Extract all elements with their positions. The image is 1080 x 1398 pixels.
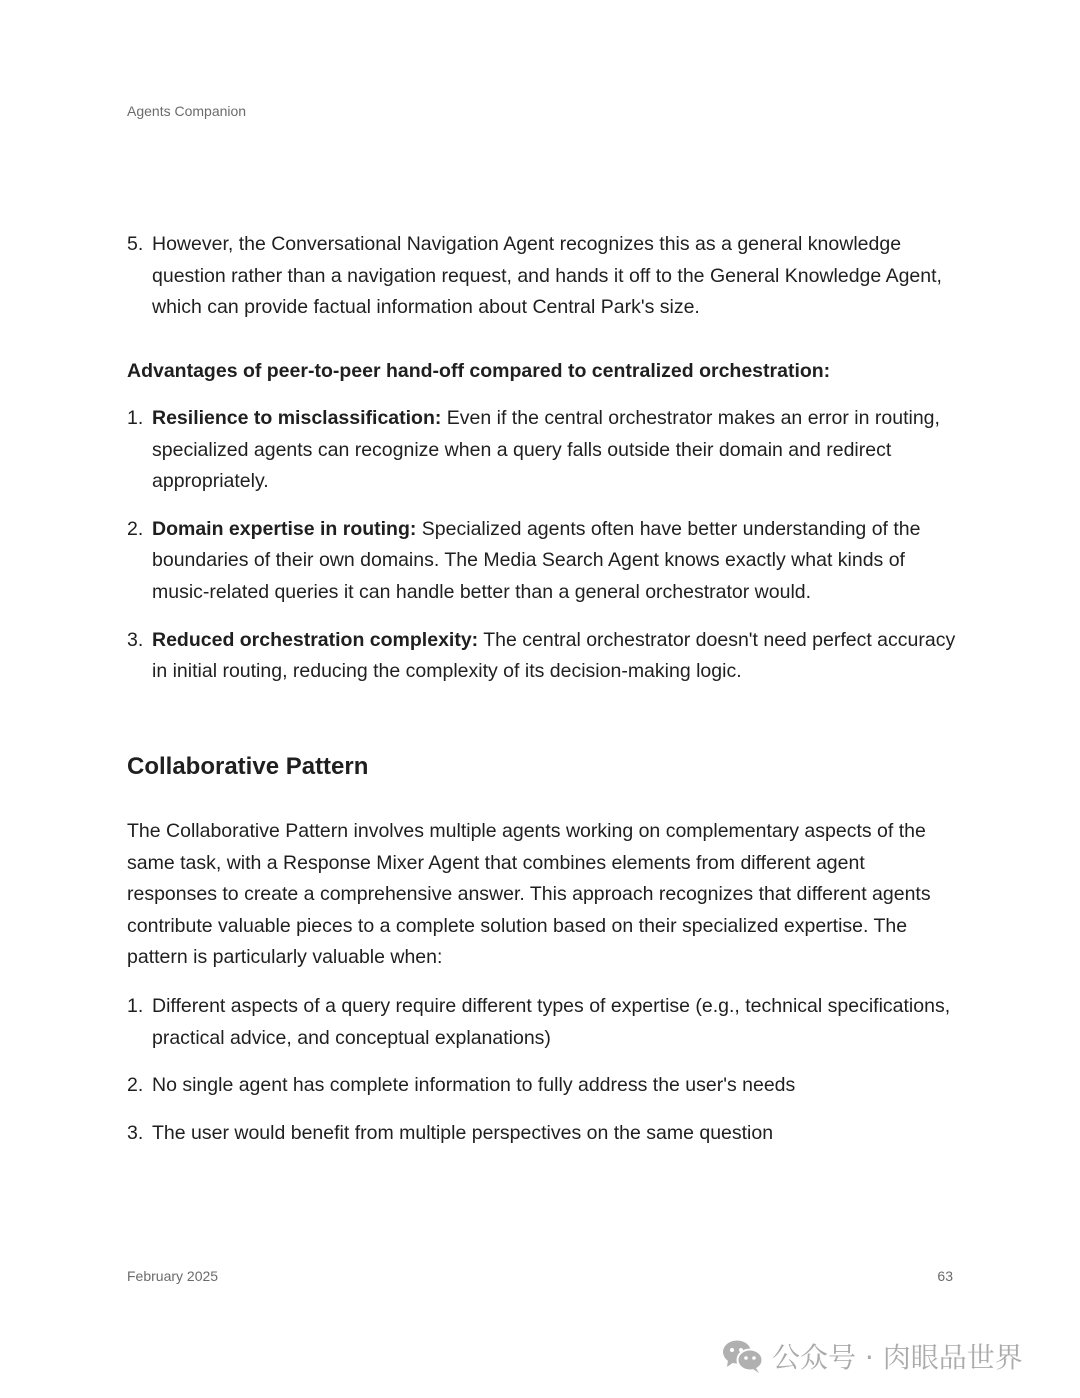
- intro-list: [127, 229, 957, 324]
- list-text: Different aspects of a query require different types of expertise (e.g., technical specifications, practical advice, and conceptual explanations): [152, 995, 951, 1049]
- list-number: 5.: [127, 233, 144, 255]
- list-item: [127, 403, 957, 498]
- advantages-list: [127, 403, 957, 688]
- heading-text: Advantages of peer-to-peer hand-off compared to centralized orchestration:: [127, 360, 831, 382]
- list-text: The user would benefit from multiple perspectives on the same question: [152, 1121, 774, 1144]
- list-item: [127, 514, 957, 609]
- item-text: The central orchestrator doesn't need perfect accuracy in initial routing, reducing the complexity of its decision-making logic.: [152, 628, 956, 683]
- section-paragraph: The Collaborative Pattern involves multiple agents working on complementary aspects of the same task, with a Response Mixer Agent that combines elements from different agent responses to create a comprehensive answer. This approach recognizes that different agents contribute valuable pieces to a complete solution based on their specialized expertise. The pattern is particularly valuable when:: [127, 820, 931, 969]
- list-number: 3.: [127, 1121, 144, 1144]
- list-item: [127, 229, 957, 324]
- running-header: Agents Companion: [127, 103, 247, 119]
- advantages-heading: [127, 356, 957, 388]
- list-number: 2.: [127, 1074, 144, 1097]
- list-text: However, the Conversational Navigation Agent recognizes this as a general knowledge question rather than a navigation request, and hands it off to the General Knowledge Agent, which can provide factual information about Central Park's size.: [152, 233, 942, 319]
- item-title: Domain expertise in routing:: [152, 517, 417, 540]
- footer-date: February 2025: [127, 1268, 219, 1284]
- list-item: [127, 1118, 957, 1150]
- item-title: Reduced orchestration complexity:: [152, 628, 479, 651]
- item-text: Even if the central orchestrator makes an error in routing, specialized agents can recognize when a query falls outside their domain and redirect appropriately.: [152, 407, 940, 493]
- watermark-text: 公众号 · 肉眼品世界: [772, 1341, 1023, 1374]
- list-item: [127, 1070, 957, 1102]
- section-list: [127, 991, 957, 1149]
- list-item: [127, 991, 957, 1054]
- watermark: [722, 1336, 1023, 1376]
- item-title: Resilience to misclassification:: [152, 407, 442, 429]
- wechat-icon: [722, 1339, 764, 1373]
- list-number: 2.: [127, 517, 144, 540]
- list-number: 1.: [127, 995, 144, 1017]
- section-heading: Collaborative Pattern: [127, 753, 369, 780]
- page-number: 63: [937, 1268, 953, 1284]
- item-text: Specialized agents often have better understanding of the boundaries of their own domains. The Media Search Agent knows exactly what kinds of music-related queries it can handle better than a general orchestrator would.: [152, 517, 921, 603]
- list-item: [127, 625, 957, 688]
- list-number: 3.: [127, 628, 144, 651]
- list-number: 1.: [127, 407, 144, 429]
- list-text: No single agent has complete information to fully address the user's needs: [152, 1074, 796, 1097]
